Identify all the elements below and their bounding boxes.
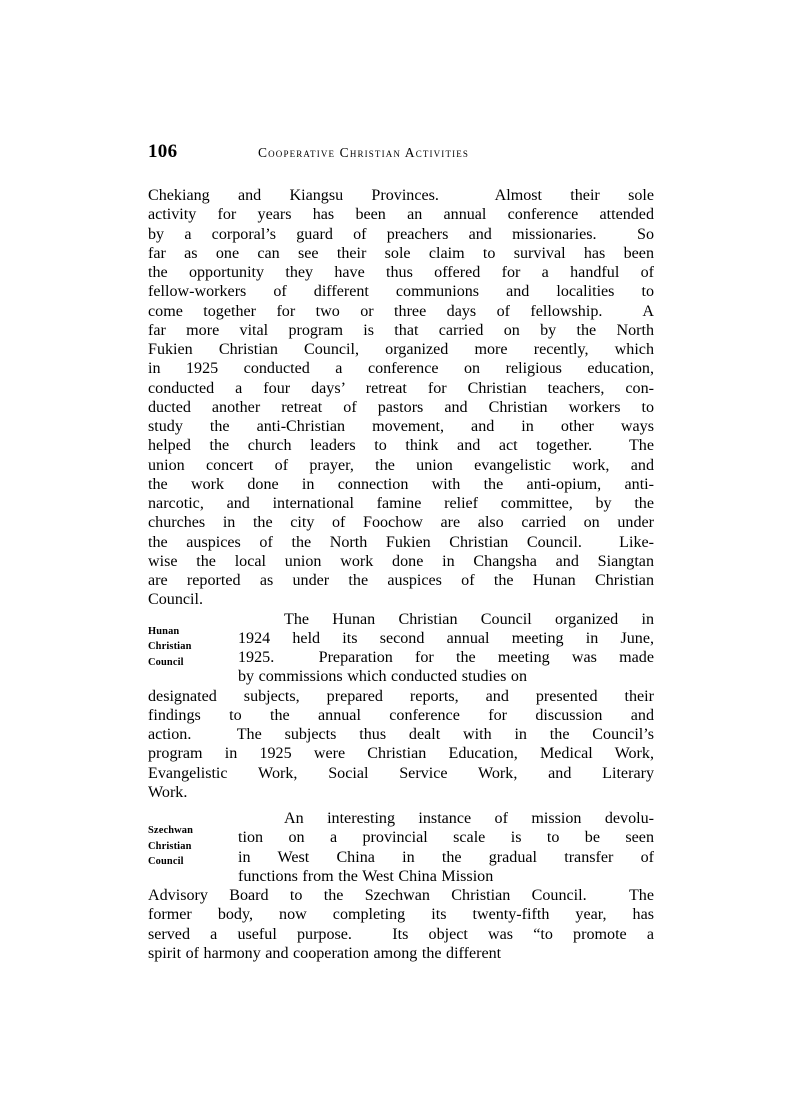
text-line: in West China in the gradual transfer of bbox=[238, 848, 654, 866]
text-line: the opportunity they have thus offered for a handful of bbox=[148, 264, 654, 281]
sidenote-szechwan-christian-council bbox=[148, 823, 236, 870]
text-line: wise the local union work done in Changsha and Siangtan bbox=[148, 552, 654, 570]
text-line: churches in the city of Foochow are also carried on under bbox=[148, 514, 654, 532]
text-line: 1924 held its second annual meeting in June, bbox=[238, 629, 654, 647]
text-line: served a useful purpose. Its object was “to promote a bbox=[148, 925, 654, 943]
text-line: tion on a provincial scale is to be seen bbox=[238, 829, 654, 847]
section-hunan-christian-council bbox=[148, 610, 654, 803]
page-number: 106 bbox=[148, 141, 178, 162]
sidenote-line: Christian bbox=[148, 840, 192, 852]
paragraph-szechwan-full-lines bbox=[148, 886, 654, 963]
text-line: far more vital program is that carried on by the North bbox=[148, 321, 654, 339]
text-line: conducted a four days’ retreat for Christian teachers, con- bbox=[148, 379, 654, 397]
running-head bbox=[148, 142, 654, 162]
text-line: activity for years has been an annual conference attended bbox=[148, 206, 654, 224]
text-line: designated subjects, prepared reports, and presented their bbox=[148, 687, 654, 705]
text-line: by a corporal’s guard of preachers and missionaries. So bbox=[148, 225, 654, 243]
text-line: are reported as under the auspices of the Hunan Christian bbox=[148, 572, 654, 589]
text-line: Fukien Christian Council, organized more recently, which bbox=[148, 341, 654, 358]
text-line: Evangelistic Work, Social Service Work, and Literary bbox=[148, 764, 654, 782]
text-line: fellow-workers of different communions and localities to bbox=[148, 283, 654, 301]
text-line: come together for two or three days of fellowship. A bbox=[148, 302, 654, 320]
text-line: Council. bbox=[148, 591, 203, 609]
text-line: Chekiang and Kiangsu Provinces. Almost their sole bbox=[148, 187, 654, 204]
text-line: in 1925 conducted a conference on religious education, bbox=[148, 360, 654, 378]
sidenote-line: Hunan bbox=[148, 625, 180, 637]
section-szechwan-christian-council bbox=[148, 809, 654, 963]
text-line: program in 1925 were Christian Education, Medical Work, bbox=[148, 745, 654, 763]
text-line: Advisory Board to the Szechwan Christian Council. The bbox=[148, 887, 654, 904]
text-line: narcotic, and international famine relief committee, by the bbox=[148, 495, 654, 512]
text-line: spirit of harmony and cooperation among the different bbox=[148, 944, 502, 962]
paragraph-continuation bbox=[148, 186, 654, 610]
section-spacer bbox=[148, 802, 654, 809]
text-line: The Hunan Christian Council organized in bbox=[284, 610, 654, 628]
text-line: functions from the West China Mission bbox=[238, 867, 494, 885]
paragraph-hunan-full bbox=[148, 687, 654, 803]
text-line: An interesting instance of mission devolu- bbox=[284, 810, 654, 827]
paragraph-szechwan-full bbox=[148, 886, 654, 963]
text-line: action. The subjects thus dealt with in the Council’s bbox=[148, 726, 654, 743]
text-line: Work. bbox=[148, 783, 188, 801]
text-line: helped the church leaders to think and act together. The bbox=[148, 437, 654, 455]
sidenote-line: Christian bbox=[148, 641, 192, 653]
sidenote-line: Council bbox=[148, 856, 184, 868]
text-line: by commissions which conducted studies on bbox=[238, 668, 528, 686]
text-line: far as one can see their sole claim to survival has been bbox=[148, 244, 654, 262]
text-line: ducted another retreat of pastors and Christian workers to bbox=[148, 398, 654, 416]
text-line: the auspices of the North Fukien Christian Council. Like- bbox=[148, 533, 654, 551]
sidenote-hunan-christian-council bbox=[148, 624, 236, 671]
sidenote-line: Council bbox=[148, 656, 184, 668]
paragraph-hunan-full-lines bbox=[148, 687, 654, 803]
sidenote-line: Szechwan bbox=[148, 825, 194, 836]
text-line: the work done in connection with the anti-opium, anti- bbox=[148, 475, 654, 493]
text-line: 1925. Preparation for the meeting was made bbox=[238, 649, 654, 666]
body-text-block bbox=[148, 186, 654, 963]
text-line: former body, now completing its twenty-fifth year, has bbox=[148, 906, 654, 924]
text-line: union concert of prayer, the union evangelistic work, and bbox=[148, 456, 654, 474]
text-line: findings to the annual conference for discussion and bbox=[148, 706, 654, 724]
text-line: study the anti-Christian movement, and in other ways bbox=[148, 418, 654, 435]
running-head-title: Cooperative Christian Activities bbox=[258, 145, 470, 160]
paragraph-1-lines bbox=[148, 186, 654, 610]
